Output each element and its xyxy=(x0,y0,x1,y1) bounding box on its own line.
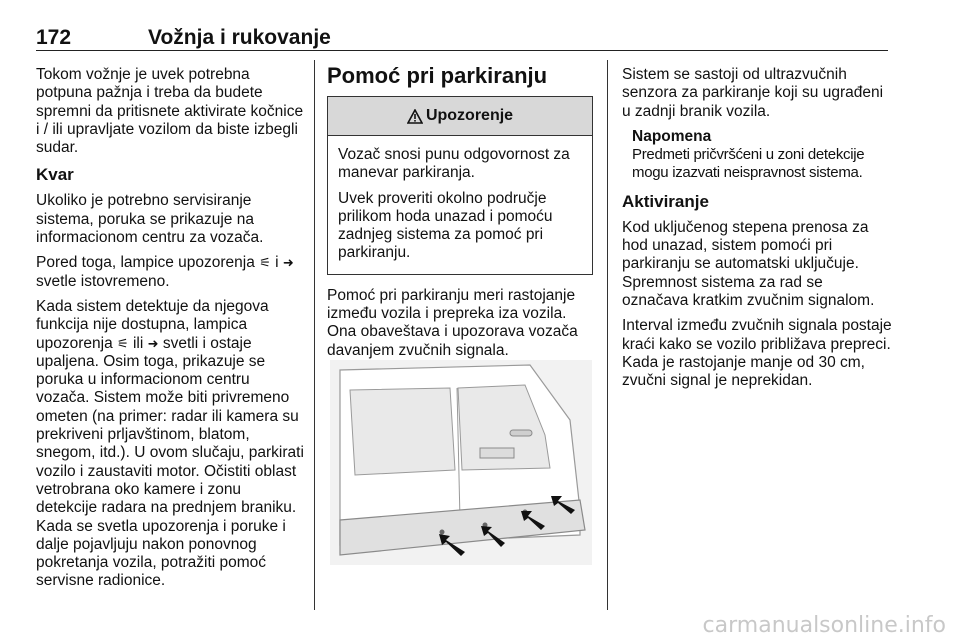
column-divider-1 xyxy=(314,60,315,610)
kvar-paragraph-3 xyxy=(36,298,304,591)
system-intro: Sistem se sastoji od ultrazvučnih senzora za parkiranje koji su ugrađeni u zadnji branik vozila. xyxy=(622,66,884,120)
aktiviranje-heading: Aktiviranje xyxy=(622,191,709,211)
text-fragment: i xyxy=(275,254,279,272)
parking-body: Pomoć pri parkiranju meri rastojanje između vozila i prepreka iza vozila. Ona obaveštava i upozorava vozača davanjem zvučnih signala. xyxy=(327,286,578,359)
note-label: Napomena xyxy=(632,127,712,145)
column-2 xyxy=(327,62,593,367)
text-fragment: Pored toga, lampice upozorenja xyxy=(36,254,255,272)
header-rule xyxy=(36,50,888,51)
kvar-heading: Kvar xyxy=(36,165,74,185)
lane-departure-icon: ⚟ xyxy=(259,255,271,271)
warning-paragraph-1: Vozač snosi punu odgovornost za manevar parkiranja. xyxy=(338,146,570,182)
lane-departure-icon: ⚟ xyxy=(117,335,129,351)
warning-paragraph-2: Uvek proveriti okolno područje prilikom hoda unazad i pomoću zadnjeg sistema za pomoć pri parkiranju. xyxy=(338,189,553,262)
column-3 xyxy=(622,66,892,397)
collision-warning-icon: ➜ xyxy=(282,255,294,271)
warning-title: Upozorenje xyxy=(425,106,514,124)
warning-header xyxy=(328,97,592,136)
note-text: Predmeti pričvršćeni u zoni detekcije mogu izazvati neispravnost sistema. xyxy=(632,146,865,182)
intro-paragraph: Tokom vožnje je uvek potrebna potpuna pažnja i treba da budete spremni da pritisnete aktivirate kočnice i / ili upravljate vozilom da biste izbegli sudar. xyxy=(36,66,304,157)
collision-warning-icon: ➜ xyxy=(147,335,159,351)
page-header xyxy=(36,10,888,50)
van-rear-image xyxy=(330,360,592,565)
text-fragment: Kada sistem detektuje da njegova funkcija nije dostupna, lampica upozorenja xyxy=(36,297,269,352)
kvar-paragraph-1: Ukoliko je potrebno servisiranje sistema, poruka se prikazuje na informacionom centru za vozača. xyxy=(36,192,264,247)
page-number: 172 xyxy=(36,26,72,49)
rear-sensor-illustration xyxy=(330,360,592,565)
text-fragment: svetli i ostaje upaljena. Osim toga, prikazuje se poruka u informacionom centru vozača. Sistem može biti privremeno ometen (na primer: radar ili kamera su prekriveni prljavštinom, blatom, snegom, itd.). U ovom slučaju, parkirati vozilo i zaustaviti motor. Očistiti oblast vetrobrana oko kamere i zonu detekcije radara na prednjem braniku. Kada se svetla upozorenja i poruke i dalje pojavljuju nakon ponovnog pokretanja vozila, potražiti pomoć servisne radionice. xyxy=(36,334,304,590)
note-box xyxy=(622,128,892,183)
aktiviranje-paragraph-1: Kod uključenog stepena prenosa za hod unazad, sistem pomoći pri parkiranju se automatski uključuje. Spremnost sistema za rad se označava kratkim zvučnim signalom. xyxy=(622,218,875,309)
text-fragment: svetle istovremeno. xyxy=(36,272,170,290)
watermark: carmanualsonline.info xyxy=(702,613,946,638)
column-divider-2 xyxy=(607,60,608,610)
warning-box xyxy=(327,96,593,275)
warning-triangle-icon xyxy=(407,109,423,124)
warning-body xyxy=(328,136,592,274)
column-1 xyxy=(36,66,304,598)
text-fragment: ili xyxy=(132,334,144,352)
aktiviranje-paragraph-2: Interval između zvučnih signala postaje kraći kako se vozilo približava prepreci. Kada je rastojanje manje od 30 cm, zvučni signal je neprekidan. xyxy=(622,317,892,390)
section-title: Vožnja i rukovanje xyxy=(148,26,331,49)
kvar-paragraph-2 xyxy=(36,254,304,291)
parking-heading: Pomoć pri parkiranju xyxy=(327,63,548,88)
